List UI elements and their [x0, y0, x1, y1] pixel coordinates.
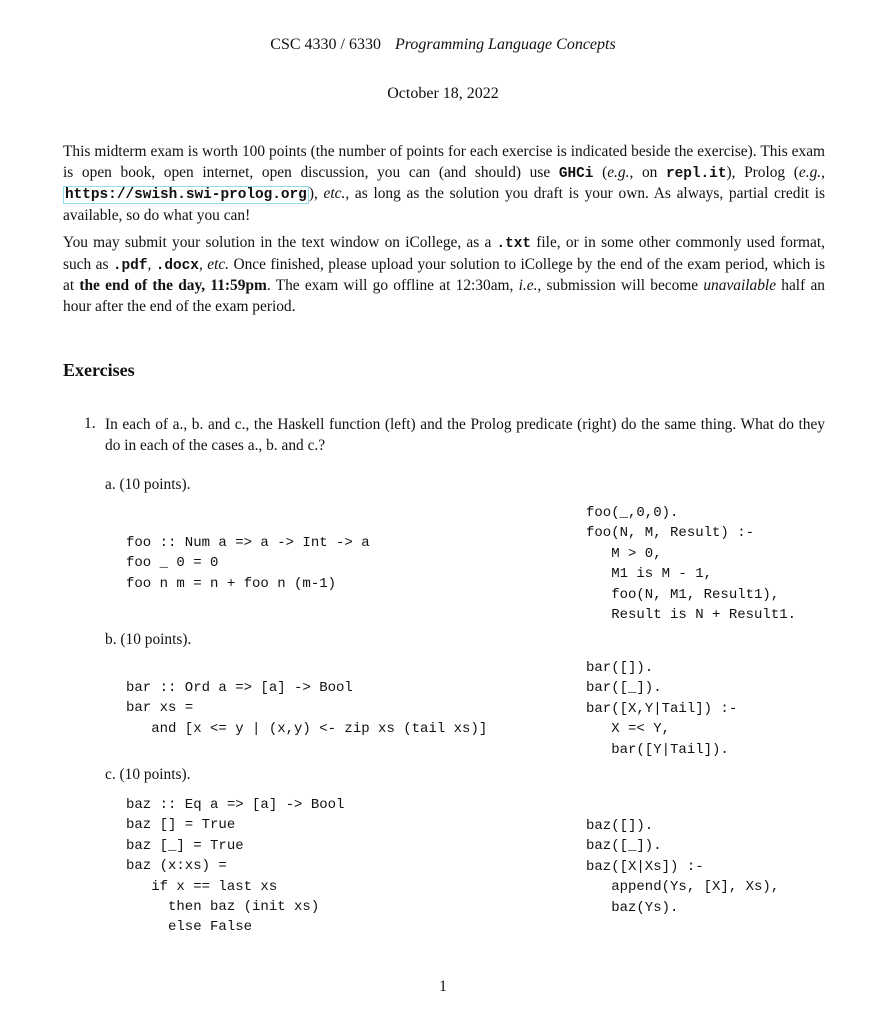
part-b-label: b. (10 points).	[105, 631, 192, 648]
part-c-haskell-code: baz :: Eq a => [a] -> Bool baz [] = True baz [_] = True baz (x:xs) = if x == last xs then baz (init xs) else False	[126, 797, 345, 936]
text-run: , submission will become	[537, 277, 704, 295]
text-run: e.g.	[607, 163, 630, 181]
page-number: 1	[439, 978, 447, 995]
part-a-prolog-code: foo(_,0,0). foo(N, M, Result) :- M > 0, M1 is M - 1, foo(N, M1, Result1), Result is N + Result1.	[586, 505, 797, 624]
txt-code: .txt	[496, 236, 532, 252]
swish-link[interactable]: https://swish.swi-prolog.org	[65, 187, 307, 204]
text-run: ,	[198, 255, 208, 273]
text-run: , on	[629, 163, 666, 181]
part-c-label: c. (10 points).	[105, 766, 191, 783]
text-run: i.e.	[518, 277, 538, 295]
text-run: . The exam will go offline at 12:30am,	[266, 277, 519, 295]
text-run: ),	[308, 185, 324, 203]
text-run: , as long as the solution you draft is your own. As always, partial credit is available, so do what you can!	[63, 185, 825, 224]
text-run: etc.	[323, 185, 346, 203]
text-run: ), Prolog (	[726, 163, 799, 181]
text-run: ,	[147, 255, 156, 273]
replit-code: repl.it	[666, 165, 727, 182]
text-run: This midterm exam is worth 100 points (the number of points for each exercise is indicated beside the exercise). This exam is open book, open internet, open discussion, you can (and should) use	[63, 143, 825, 181]
text-run: unavailable	[703, 277, 777, 295]
text-run: e.g.	[798, 163, 822, 181]
part-b-prolog-code: bar([]). bar([_]). bar([X,Y|Tail]) :- X =< Y, bar([Y|Tail]).	[586, 660, 738, 758]
exam-header	[0, 36, 886, 54]
course-code: CSC 4330 / 6330	[270, 36, 381, 53]
question-number: 1.	[84, 415, 96, 432]
intro-paragraph-2	[63, 233, 825, 317]
intro-paragraph-1	[63, 142, 825, 226]
pdf-code: .pdf	[112, 257, 148, 274]
text-run: etc.	[207, 255, 230, 273]
text-run: file, or in some other commonly used format, such as	[63, 234, 825, 273]
ghci-code: GHCi	[558, 165, 594, 182]
exam-date: October 18, 2022	[387, 85, 499, 102]
text-run: Once finished, please upload your solution to iCollege by the end of the exam period, which is at	[63, 255, 826, 295]
text-run: (	[593, 163, 608, 181]
deadline-text: the end of the day, 11:59pm	[79, 277, 267, 295]
section-title: Exercises	[63, 360, 135, 380]
part-c-prolog-code: baz([]). baz([_]). baz([X|Xs]) :- append(Ys, [X], Xs), baz(Ys).	[586, 818, 780, 916]
part-b-haskell-code: bar :: Ord a => [a] -> Bool bar xs = and [x <= y | (x,y) <- zip xs (tail xs)]	[126, 680, 488, 737]
text-run: half an hour after the end of the exam period.	[63, 277, 825, 315]
text-run: ,	[821, 163, 826, 181]
docx-code: .docx	[155, 257, 199, 274]
text-run: You may submit your solution in the text window on iCollege, as a	[63, 234, 497, 251]
course-subject: Programming Language Concepts	[394, 36, 616, 53]
part-a-haskell-code: foo :: Num a => a -> Int -> a foo _ 0 = 0 foo n m = n + foo n (m-1)	[126, 535, 370, 592]
question-text: In each of a., b. and c., the Haskell function (left) and the Prolog predicate (right) do the same thing. What do they do in each of the cases a., b. and c.?	[105, 416, 825, 454]
part-a-label: a. (10 points).	[105, 476, 191, 493]
